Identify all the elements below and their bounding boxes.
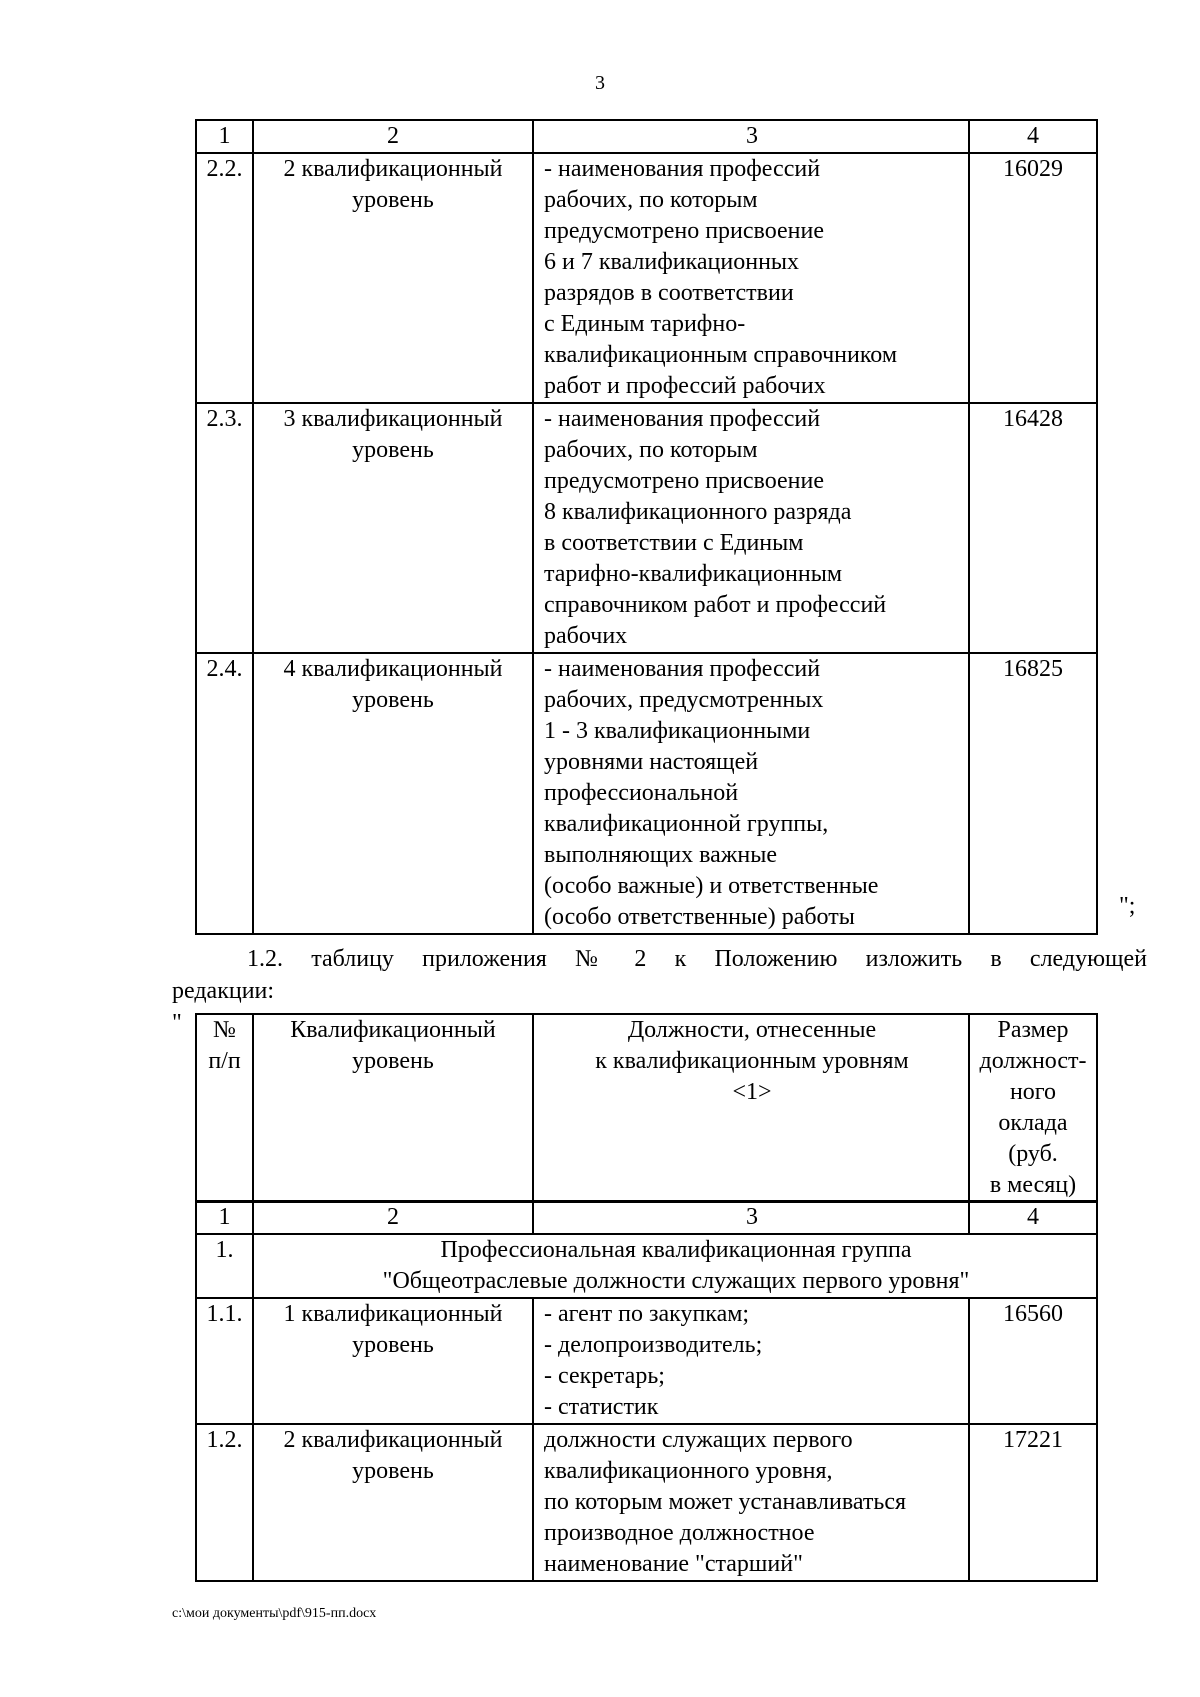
table-row xyxy=(196,1424,1097,1581)
column-titles-row xyxy=(196,1014,1097,1202)
paragraph-line: редакции: xyxy=(172,978,275,1004)
row-number: 1.2. xyxy=(196,1424,253,1581)
row-number: 2.2. xyxy=(196,153,253,403)
positions-cell: - наименования профессий рабочих, по которым предусмотрено присвоение 6 и 7 квалификационных разрядов в соответствии с Единым тарифно- квалификационным справочником работ и профессий рабочих xyxy=(533,153,969,403)
positions-cell: должности служащих первого квалификационного уровня, по которым может устанавливаться производное должностное наименование "старший" xyxy=(533,1424,969,1581)
group-row xyxy=(196,1234,1097,1298)
paragraph-line: 1.2. таблицу приложения № 2 к Положению изложить в следующей xyxy=(247,946,1147,972)
table-row xyxy=(196,1298,1097,1424)
file-path-footer: c:\мои документы\pdf\915-пп.docx xyxy=(172,1606,377,1621)
group-title: Профессиональная квалификационная группа "Общеотраслевые должности служащих первого уровня" xyxy=(253,1234,1097,1298)
positions-cell: - агент по закупкам; - делопроизводитель; - секретарь; - статистик xyxy=(533,1298,969,1424)
table-row xyxy=(196,153,1097,403)
column-title-positions: Должности, отнесенные к квалификационным уровням <1> xyxy=(533,1014,969,1202)
header-cell: 3 xyxy=(533,1201,969,1234)
appendix-table-body xyxy=(195,1200,1098,1582)
salary-cell: 16428 xyxy=(969,403,1097,653)
qualification-level: 3 квалификационный уровень xyxy=(253,403,533,653)
salary-table-continued xyxy=(195,119,1098,935)
qualification-level: 2 квалификационный уровень xyxy=(253,153,533,403)
row-number: 2.3. xyxy=(196,403,253,653)
table-header-row xyxy=(196,120,1097,153)
qualification-level: 2 квалификационный уровень xyxy=(253,1424,533,1581)
row-number: 2.4. xyxy=(196,653,253,934)
salary-cell: 16825 xyxy=(969,653,1097,934)
header-cell: 1 xyxy=(196,120,253,153)
table-row xyxy=(196,653,1097,934)
positions-cell: - наименования профессий рабочих, предусмотренных 1 - 3 квалификационными уровнями настоящей профессиональной квалификационной группы, выполняющих важные (особо важные) и ответственные (особо ответственные) работы xyxy=(533,653,969,934)
salary-cell: 16560 xyxy=(969,1298,1097,1424)
qualification-level: 4 квалификационный уровень xyxy=(253,653,533,934)
header-cell: 2 xyxy=(253,1201,533,1234)
row-number: 1.1. xyxy=(196,1298,253,1424)
opening-quote: " xyxy=(172,1010,182,1036)
row-number: 1. xyxy=(196,1234,253,1298)
header-cell: 4 xyxy=(969,1201,1097,1234)
column-title-salary: Размер должност- ного оклада (руб. в месяц) xyxy=(969,1014,1097,1202)
table-header-row xyxy=(196,1201,1097,1234)
page-number: 3 xyxy=(595,72,605,94)
appendix-table-header xyxy=(195,1013,1098,1203)
header-cell: 3 xyxy=(533,120,969,153)
qualification-level: 1 квалификационный уровень xyxy=(253,1298,533,1424)
column-title-level: Квалификационный уровень xyxy=(253,1014,533,1202)
header-cell: 4 xyxy=(969,120,1097,153)
salary-cell: 17221 xyxy=(969,1424,1097,1581)
positions-cell: - наименования профессий рабочих, по которым предусмотрено присвоение 8 квалификационного разряда в соответствии с Единым тарифно-квалификационным справочником работ и профессий рабочих xyxy=(533,403,969,653)
column-title-number: № п/п xyxy=(196,1014,253,1202)
header-cell: 2 xyxy=(253,120,533,153)
table-row xyxy=(196,403,1097,653)
salary-cell: 16029 xyxy=(969,153,1097,403)
header-cell: 1 xyxy=(196,1201,253,1234)
closing-quote: "; xyxy=(1119,893,1136,919)
